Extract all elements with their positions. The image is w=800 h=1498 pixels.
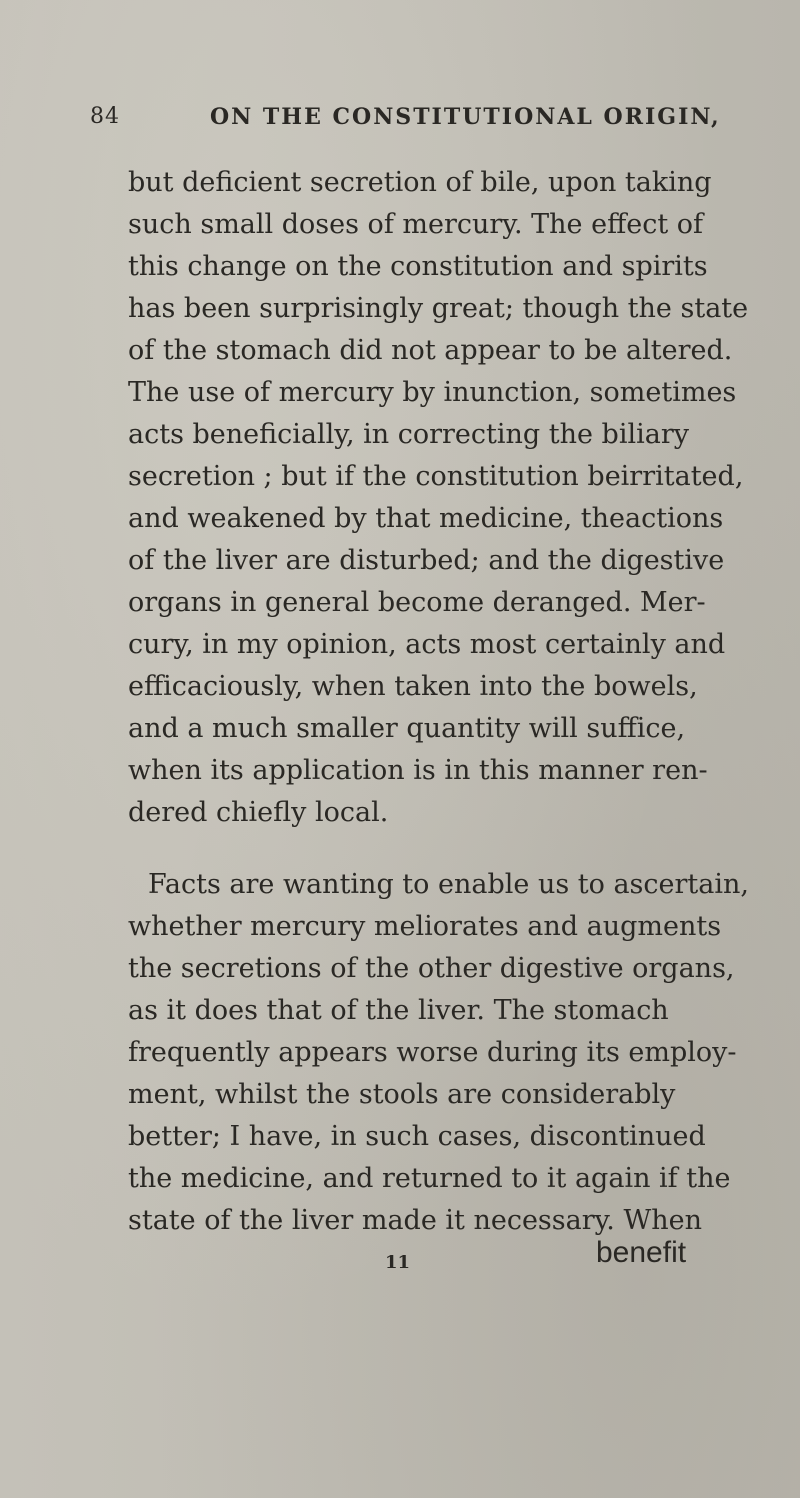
text-line: has been surprisingly great; though the state — [128, 293, 749, 324]
catchword: benefit — [596, 1236, 687, 1269]
running-head: ON THE CONSTITUTIONAL ORIGIN, — [210, 104, 721, 130]
text-line: and a much smaller quantity will suffice, — [128, 713, 686, 744]
text-line: organs in general become deranged. Mer- — [128, 587, 706, 618]
signature-mark: 11 — [385, 1252, 411, 1273]
text-line: acts beneficially, in correcting the biliary — [128, 419, 689, 450]
text-line: better; I have, in such cases, discontinued — [128, 1121, 706, 1152]
text-line: efficaciously, when taken into the bowels, — [128, 671, 698, 702]
text-line: ment, whilst the stools are considerably — [128, 1079, 676, 1110]
text-line: this change on the constitution and spirits — [128, 251, 708, 282]
text-line: the medicine, and returned to it again if the — [128, 1163, 731, 1194]
text-line: of the stomach did not appear to be altered. — [128, 335, 733, 366]
text-line: such small doses of mercury. The effect of — [128, 209, 704, 240]
text-line: The use of mercury by inunction, sometimes — [128, 377, 737, 408]
page-number: 84 — [90, 104, 120, 129]
text-line: and weakened by that medicine, theactions — [128, 503, 724, 534]
text-line: dered chiefly local. — [128, 797, 389, 828]
text-line: but deficient secretion of bile, upon taking — [128, 167, 712, 198]
text-line: cury, in my opinion, acts most certainly and — [128, 629, 726, 660]
text-line: state of the liver made it necessary. When — [128, 1205, 702, 1236]
text-line: the secretions of the other digestive organs, — [128, 953, 735, 984]
text-line: whether mercury meliorates and augments — [128, 911, 722, 942]
page-header — [90, 104, 750, 144]
text-line: when its application is in this manner ren- — [128, 755, 708, 786]
text-line: Facts are wanting to enable us to ascertain, — [148, 869, 749, 900]
text-line: as it does that of the liver. The stomach — [128, 995, 669, 1026]
text-line: of the liver are disturbed; and the digestive — [128, 545, 725, 576]
text-line: secretion ; but if the constitution beirritated, — [128, 461, 744, 492]
text-line: frequently appears worse during its employ- — [128, 1037, 737, 1068]
